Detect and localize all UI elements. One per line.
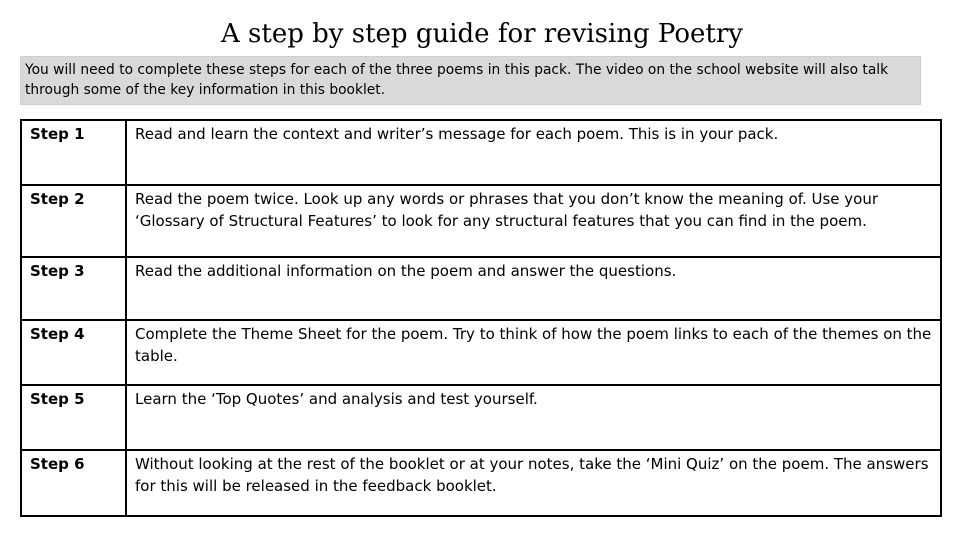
step-row [21, 257, 941, 320]
step-label: Step 3 [21, 257, 126, 320]
intro-note: You will need to complete these steps for each of the three poems in this pack. The video on the school website will also talk through some of the key information in this booklet. [20, 56, 921, 105]
step-row [21, 320, 941, 385]
step-label: Step 5 [21, 385, 126, 450]
step-row [21, 120, 941, 185]
page-title: A step by step guide for revising Poetry [221, 19, 743, 49]
steps-table [20, 119, 942, 517]
step-label: Step 2 [21, 185, 126, 257]
step-description: Read the poem twice. Look up any words or phrases that you don’t know the meaning of. Use your ‘Glossary of Structural Features’ to look for any structural features that you can find in the poem. [126, 185, 941, 257]
step-row [21, 450, 941, 516]
step-row [21, 185, 941, 257]
step-description: Read and learn the context and writer’s message for each poem. This is in your pack. [126, 120, 941, 185]
step-label: Step 4 [21, 320, 126, 385]
step-row [21, 385, 941, 450]
step-label: Step 6 [21, 450, 126, 516]
step-description: Complete the Theme Sheet for the poem. Try to think of how the poem links to each of the themes on the table. [126, 320, 941, 385]
step-description: Learn the ‘Top Quotes’ and analysis and test yourself. [126, 385, 941, 450]
step-label: Step 1 [21, 120, 126, 185]
step-description: Read the additional information on the poem and answer the questions. [126, 257, 941, 320]
step-description: Without looking at the rest of the booklet or at your notes, take the ‘Mini Quiz’ on the poem. The answers for this will be released in the feedback booklet. [126, 450, 941, 516]
